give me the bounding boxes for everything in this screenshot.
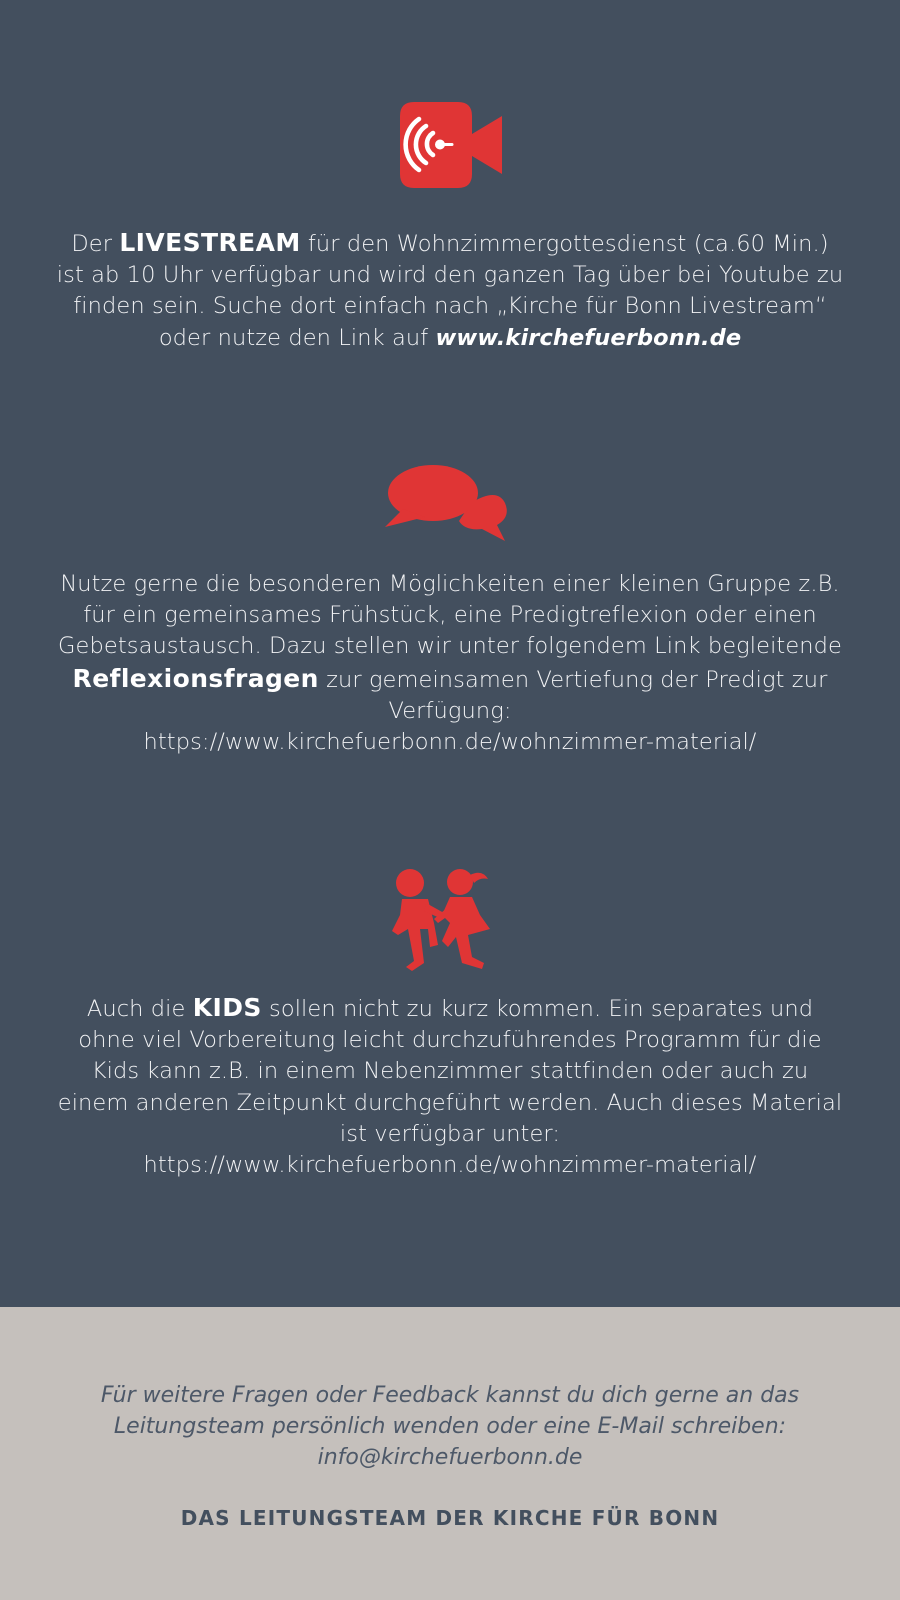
footer-line-1: Für weitere Fragen oder Feedback kannst du dich gerne an das	[100, 1383, 800, 1408]
contact-email-link[interactable]: info@kirchefuerbonn.de	[317, 1445, 583, 1470]
reflexion-material-link[interactable]: https://www.kirchefuerbonn.de/wohnzimmer-material/	[143, 729, 757, 756]
livestream-highlight: LIVESTREAM	[119, 228, 301, 257]
kids-highlight: KIDS	[192, 993, 262, 1022]
children-playing-icon	[392, 867, 509, 973]
kids-material-link[interactable]: https://www.kirchefuerbonn.de/wohnzimmer-material/	[143, 1152, 757, 1179]
speech-bubbles-icon	[385, 463, 510, 544]
livestream-paragraph: Der LIVESTREAM für den Wohnzimmergottesdienst (ca.60 Min.) ist ab 10 Uhr verfügbar und wird den ganzen Tag über bei Youtube zu finden sein. Suche dort einfach nach „Kirche für Bonn Livestream“ oder nutze den Link auf www.kirchefuerbonn.de	[56, 228, 844, 351]
reflexion-paragraph: Nutze gerne die besonderen Möglichkeiten einer kleinen Gruppe z.B. für ein gemeinsames Frühstück, eine Predigtreflexion oder einen Gebetsaustausch. Dazu stellen wir unter folgendem Link begleitende Reflexionsfragen zur gemeinsamen Vertiefung der Predigt zur Verfügung: https://www.kirchefuerbonn.de/wohnzimmer-material/	[55, 569, 845, 758]
reflexion-highlight: Reflexionsfragen	[72, 663, 319, 693]
livestream-camera-icon	[400, 102, 502, 188]
kids-paragraph: Auch die KIDS sollen nicht zu kurz kommen. Ein separates und ohne viel Vorbereitung leicht durchzuführendes Programm für die Kids kann z.B. in einem Nebenzimmer stattfinden oder auch zu einem anderen Zeitpunkt durchgeführt werden. Auch dieses Material ist verfügbar unter: https://www.kirchefuerbonn.de/wohnzimmer-material/	[55, 992, 845, 1181]
signature: DAS LEITUNGSTEAM DER KIRCHE FÜR BONN	[180, 1506, 720, 1530]
footer-contact-text	[50, 1380, 850, 1473]
website-link[interactable]: www.kirchefuerbonn.de	[435, 324, 742, 351]
footer-line-2: Leitungsteam persönlich wenden oder eine E-Mail schreiben:	[113, 1414, 787, 1439]
